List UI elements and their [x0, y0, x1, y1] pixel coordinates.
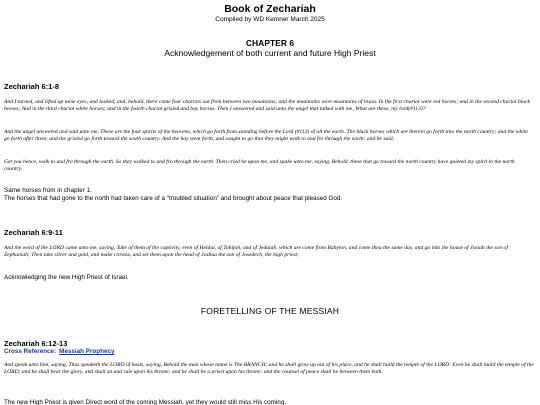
commentary-note: Same horses from in chapter 1.: [4, 187, 92, 194]
cross-reference-label: Cross Reference:: [4, 348, 57, 355]
verse-paragraph: And speak unto him, saying, Thus speaketh the LORD of hosts, saying, Behold the man whose name is The BRANCH; and he shall grow up out of his place, and he shall build the temple of the LORD: Even he shall build the temple of the LORD; and he shall bear the glory, and shall sit and rule upon his throne; and he shall be a priest upon his throne: and the counsel of peace shall be between them both.: [4, 362, 534, 376]
book-title: Book of Zechariah: [224, 3, 316, 15]
section-heading-6-9-11: Zechariah 6:9-11: [4, 228, 63, 237]
compiled-by: Compiled by WD Kemner March 2025: [215, 16, 325, 23]
section-heading-6-12-13: Zechariah 6:12-13: [4, 339, 68, 348]
verse-paragraph: Get you hence, walk to and fro through the earth. So they walked to and fro through the earth. Then cried he upon me, and spake unto me, saying, Behold, these that go toward the north country have quieted my spirit in the north country.: [4, 159, 515, 173]
messiah-prophecy-link[interactable]: Messiah Prophecy: [59, 348, 115, 355]
cross-reference: [4, 348, 114, 355]
commentary-note: The horses that had gone to the north had taken care of a “troubled situation” and brought about peace that pleased God.: [4, 195, 343, 202]
verse-paragraph: And I turned, and lifted up mine eyes, and looked, and, behold, there came four chariots out from between two mountains; and the mountains were mountains of brass. In the first chariot were red horses; and in the second chariot black horses; And in the third chariot white horses; and in the fourth chariot grisled and bay horses. Then I answered and said unto the angel that talked with me, What are these, my lord(#113)?: [4, 99, 530, 113]
foretelling-title: FORETELLING OF THE MESSIAH: [200, 306, 340, 316]
chapter-title: CHAPTER 6: [245, 38, 295, 48]
verse-paragraph: And the word of the LORD came unto me, saying, Take of them of the captivity, even of Heldai, of Tobijah, and of Jedaiah, which are come from Babylon, and come thou the same day, and go into the house of Josiah the son of Zephaniah; Then take silver and gold, and make crowns, and set them upon the head of Joshua the son of Josedech, the high priest;: [4, 245, 508, 259]
chapter-subtitle: Acknowledgement of both current and future High Priest: [164, 48, 376, 58]
verse-paragraph: And the angel answered and said unto me, These are the four spirits of the heavens, which go forth from standing before the Lord (#113) of all the earth. The black horses which are therein go forth into the north country; and the white go forth after them; and the grisled go forth toward the south country. And the bay went forth, and sought to go that they might walk to and fro through the earth: and he said,: [4, 129, 528, 143]
section-heading-6-1-8: Zechariah 6:1-8: [4, 82, 60, 91]
commentary-note: The new High Priest is given Direct word of the coming Messiah, yet they would still miss His coming.: [4, 399, 287, 405]
commentary-note: Acknowledging the new High Priest of Israel.: [4, 274, 129, 281]
